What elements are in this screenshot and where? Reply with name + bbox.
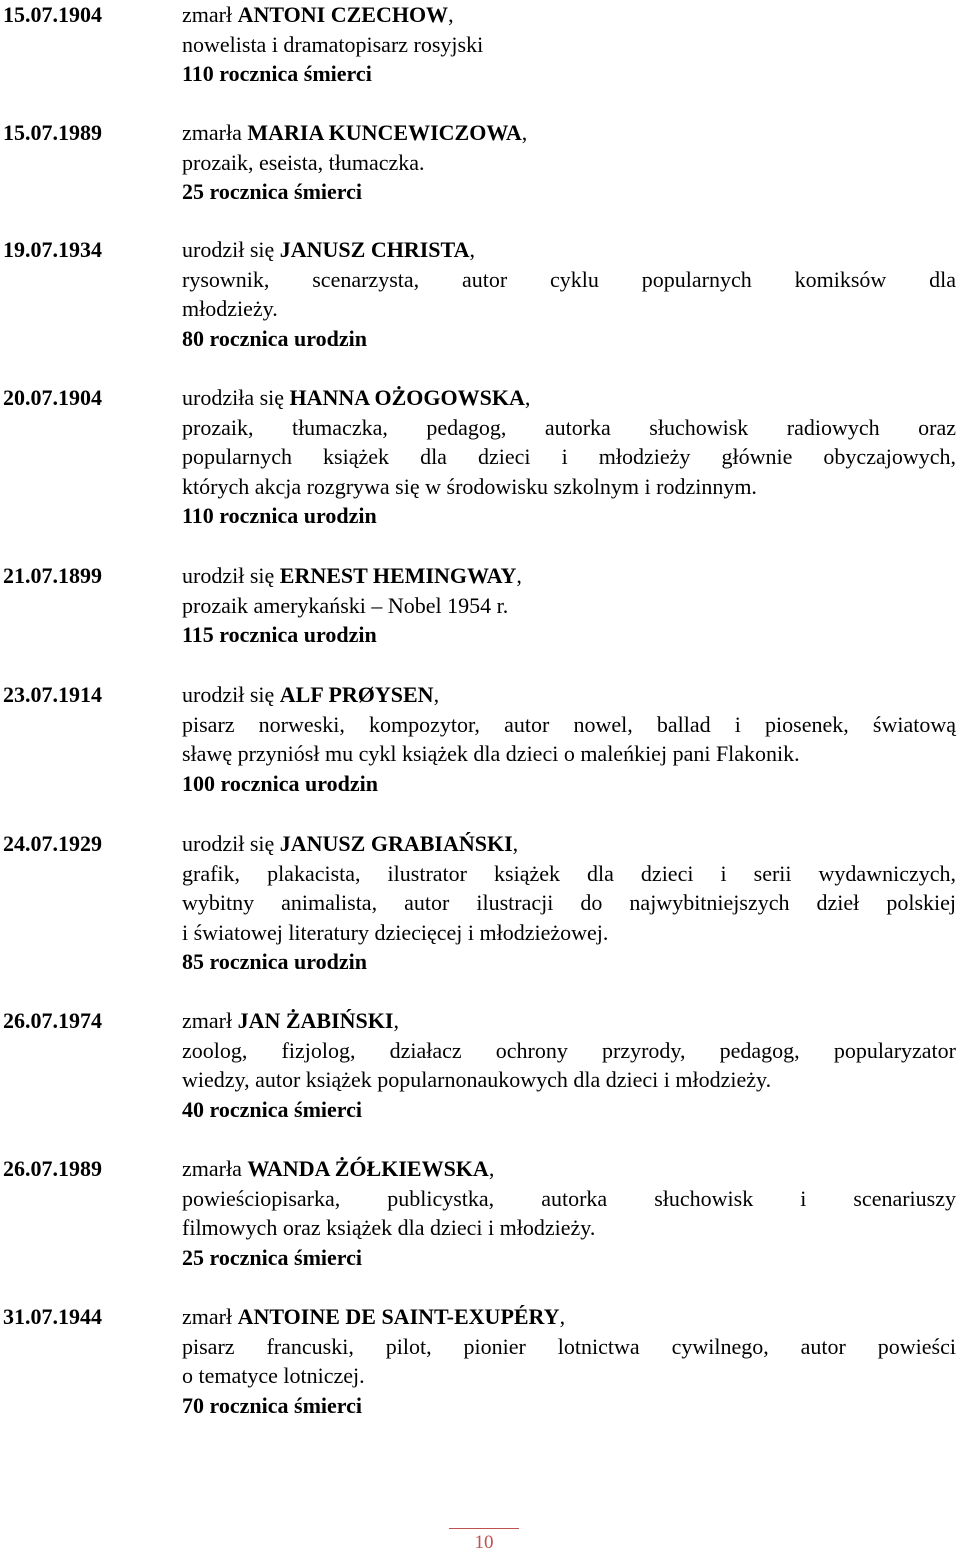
- entry-verb: urodził się: [182, 682, 275, 707]
- person-name: MARIA KUNCEWICZOWA: [247, 120, 522, 145]
- description-line: młodzieży.: [182, 296, 278, 321]
- description-line: wybitny animalista, autor ilustracji do najwybitniejszych dzieł polskiej: [182, 890, 956, 915]
- entry-verb: zmarł: [182, 2, 233, 27]
- anniversary-label: 25 rocznica śmierci: [182, 1244, 363, 1270]
- description-line: o tematyce lotniczej.: [182, 1363, 365, 1388]
- entry-verb: zmarł: [182, 1008, 233, 1033]
- entry-verb: urodziła się: [182, 385, 285, 410]
- person-name: JANUSZ CHRISTA: [279, 237, 470, 262]
- entry-headline: [182, 829, 956, 859]
- entry-punctuation: ,: [559, 1304, 566, 1329]
- description-line: grafik, plakacista, ilustrator książek dla dzieci i serii wydawniczych,: [182, 860, 956, 886]
- entry-date: 23.07.1914: [3, 682, 102, 707]
- entry-date: 24.07.1929: [3, 831, 102, 856]
- entry-headline: [182, 383, 956, 413]
- entry-body: [182, 1006, 956, 1124]
- description-line: sławę przyniósł mu cykl książek dla dzieci o maleńkiej pani Flakonik.: [182, 741, 800, 766]
- description-line: nowelista i dramatopisarz rosyjski: [182, 31, 484, 57]
- anniversary-label: 70 rocznica śmierci: [182, 1392, 363, 1418]
- entry-date: 19.07.1934: [3, 237, 102, 262]
- description-line: zoolog, fizjolog, działacz ochrony przyrody, pedagog, popularyzator: [182, 1037, 956, 1063]
- entry-punctuation: ,: [512, 831, 519, 856]
- entry-body: [182, 0, 956, 89]
- description-line: pisarz norweski, kompozytor, autor nowel, ballad i piosenek, światową: [182, 711, 956, 737]
- entry-headline: [182, 1006, 956, 1036]
- person-name: ALF PRØYSEN: [279, 682, 434, 707]
- anniversary-label: 110 rocznica śmierci: [182, 61, 372, 86]
- anniversary-label: 40 rocznica śmierci: [182, 1096, 363, 1122]
- anniversary-label: 25 rocznica śmierci: [182, 179, 363, 204]
- description-line: rysownik, scenarzysta, autor cyklu popularnych komiksów dla: [182, 266, 956, 292]
- entry-verb: zmarła: [182, 120, 242, 145]
- entry-verb: zmarł: [182, 1304, 233, 1329]
- description-line: i światowej literatury dziecięcej i młodzieżowej.: [182, 919, 609, 945]
- entry-body: [182, 235, 956, 353]
- entry-headline: [182, 235, 956, 265]
- anniversary-label: 115 rocznica urodzin: [182, 622, 377, 647]
- person-name: ERNEST HEMINGWAY: [279, 563, 517, 588]
- anniversary-label: 85 rocznica urodzin: [182, 949, 367, 974]
- description-line: których akcja rozgrywa się w środowisku szkolnym i rodzinnym.: [182, 473, 757, 499]
- description-line: popularnych książek dla dzieci i młodzieży głównie obyczajowych,: [182, 444, 956, 469]
- entry-body: [182, 383, 956, 531]
- entry-headline: [182, 118, 956, 148]
- entry-headline: [182, 0, 956, 30]
- entry-body: [182, 829, 956, 977]
- entry-punctuation: ,: [448, 2, 454, 27]
- entry-date: 15.07.1989: [3, 120, 102, 145]
- entry-body: [182, 680, 956, 798]
- anniversary-label: 110 rocznica urodzin: [182, 503, 377, 528]
- description-line: prozaik amerykański – Nobel 1954 r.: [182, 592, 509, 618]
- entry-verb: urodził się: [182, 237, 275, 262]
- entry-verb: zmarła: [182, 1156, 242, 1181]
- entry-headline: [182, 680, 956, 710]
- footer-rule: [449, 1528, 519, 1529]
- entry-punctuation: ,: [433, 682, 440, 707]
- entry-headline: [182, 561, 956, 591]
- entry-date: 31.07.1944: [3, 1304, 102, 1329]
- entry-date: 20.07.1904: [3, 385, 102, 410]
- entry-punctuation: ,: [524, 385, 531, 410]
- entry-punctuation: ,: [521, 120, 528, 145]
- entry-punctuation: ,: [516, 563, 522, 588]
- entry-punctuation: ,: [393, 1008, 399, 1033]
- person-name: WANDA ŻÓŁKIEWSKA: [247, 1156, 489, 1181]
- description-line: powieściopisarka, publicystka, autorka słuchowisk i scenariuszy: [182, 1185, 956, 1211]
- entry-verb: urodził się: [182, 831, 275, 856]
- entry-body: [182, 561, 956, 650]
- description-line: prozaik, eseista, tłumaczka.: [182, 149, 425, 175]
- entry-date: 26.07.1989: [3, 1156, 102, 1181]
- person-name: ANTOINE DE SAINT-EXUPÉRY: [237, 1304, 560, 1329]
- entry-date: 15.07.1904: [3, 2, 102, 27]
- person-name: HANNA OŻOGOWSKA: [289, 385, 525, 410]
- anniversary-label: 80 rocznica urodzin: [182, 325, 367, 351]
- entry-date: 26.07.1974: [3, 1008, 102, 1033]
- person-name: JAN ŻABIŃSKI: [237, 1008, 394, 1033]
- description-line: filmowych oraz książek dla dzieci i młodzieży.: [182, 1215, 596, 1240]
- entry-body: [182, 1302, 956, 1420]
- description-line: wiedzy, autor książek popularnonaukowych dla dzieci i młodzieży.: [182, 1067, 772, 1092]
- description-line: prozaik, tłumaczka, pedagog, autorka słuchowisk radiowych oraz: [182, 414, 956, 440]
- page-number: 10: [474, 1532, 494, 1553]
- anniversary-label: 100 rocznica urodzin: [182, 770, 378, 796]
- entry-punctuation: ,: [488, 1156, 495, 1181]
- description-line: pisarz francuski, pilot, pionier lotnictwa cywilnego, autor powieści: [182, 1333, 956, 1359]
- entry-punctuation: ,: [469, 237, 475, 262]
- entry-body: [182, 118, 956, 207]
- entry-headline: [182, 1154, 956, 1184]
- entry-verb: urodził się: [182, 563, 275, 588]
- entry-headline: [182, 1302, 956, 1332]
- person-name: JANUSZ GRABIAŃSKI: [279, 831, 513, 856]
- person-name: ANTONI CZECHOW: [237, 2, 449, 27]
- entry-body: [182, 1154, 956, 1272]
- entry-date: 21.07.1899: [3, 563, 102, 588]
